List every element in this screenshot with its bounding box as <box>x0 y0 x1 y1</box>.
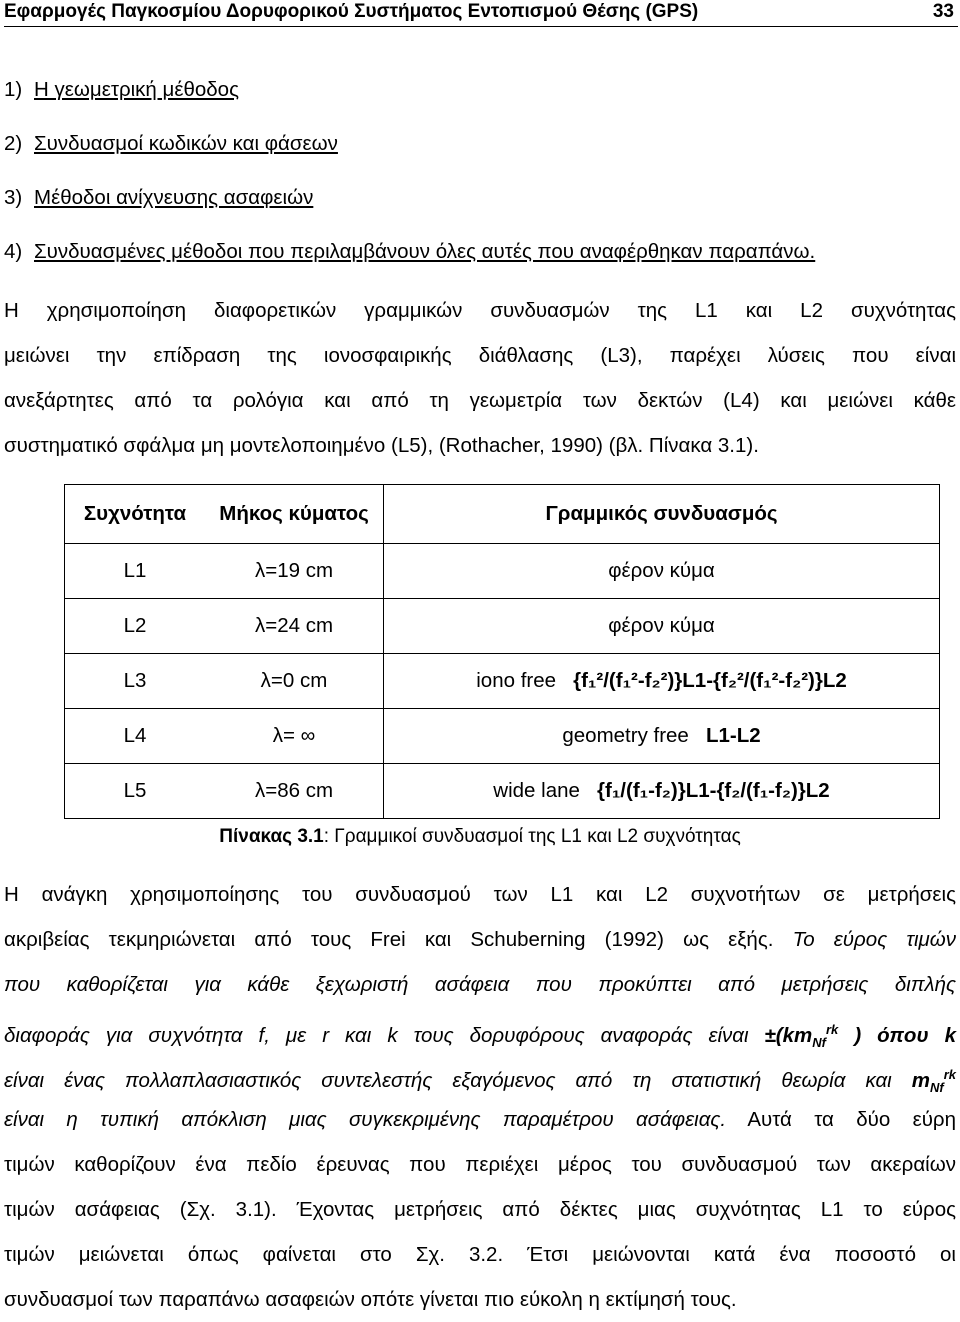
list-text: Συνδυασμοί κωδικών και φάσεων <box>34 132 338 155</box>
numbered-list <box>4 70 815 286</box>
cell-wavelength: λ=0 cm <box>205 654 384 709</box>
paragraph-line: τιμών μειώνεται όπως φαίνεται στο Σχ. 3.2. Έτσι μειώνονται κατά ένα ποσοστό οι <box>4 1243 956 1266</box>
paragraph-line <box>4 1097 956 1142</box>
cell-combination <box>384 764 940 819</box>
table-row <box>65 709 940 764</box>
table-row <box>65 544 940 599</box>
page-number: 33 <box>932 1 954 22</box>
pm-km-term: $\pm(km_{Nf}^{rk}$ <box>764 1022 839 1050</box>
text-italic-bold: ) όπου k <box>854 1023 956 1047</box>
list-number: 3) <box>4 186 23 209</box>
paragraph-intro <box>4 288 956 468</box>
list-number: 1) <box>4 78 23 101</box>
list-item <box>4 232 815 286</box>
combo-label: geometry free <box>562 724 689 747</box>
paragraph-line: συνδυασμοί των παραπάνω ασαφειών οπότε γίνεται πιο εύκολη η εκτίμησή τους. <box>4 1288 737 1311</box>
list-text: Συνδυασμένες μέθοδοι που περιλαμβάνουν όλες αυτές που αναφέρθηκαν παραπάνω. <box>34 240 816 263</box>
paragraph-line <box>4 1052 956 1097</box>
cell-combination <box>384 654 940 709</box>
text-italic: είναι ένας πολλαπλασιαστικός συντελεστής εξαγόμενος από τη στατιστική θεωρία και <box>4 1068 892 1092</box>
list-text: Μέθοδοι ανίχνευσης ασαφειών <box>34 186 314 209</box>
text-plain: ακριβείας τεκμηριώνεται από τους Frei και Schuberning (1992) ως εξής. <box>4 928 774 951</box>
caption-label: Πίνακας 3.1 <box>219 826 324 847</box>
table-caption <box>0 826 960 848</box>
paragraph-main <box>4 872 956 1322</box>
paragraph-line <box>4 1007 956 1052</box>
paragraph-line: Η χρησιμοποίηση διαφορετικών γραμμικών συνδυασμών της L1 και L2 συχνότητας <box>4 299 956 322</box>
cell-frequency: L1 <box>65 544 206 599</box>
list-text: Η γεωμετρική μέθοδος <box>34 78 239 101</box>
cell-frequency: L4 <box>65 709 206 764</box>
wavelength-prefix: λ= <box>272 724 295 747</box>
cell-frequency: L3 <box>65 654 206 709</box>
cell-frequency: L5 <box>65 764 206 819</box>
table-header-frequency: Συχνότητα <box>65 485 206 544</box>
table-header-wavelength: Μήκος κύματος <box>205 485 384 544</box>
list-item <box>4 70 815 124</box>
caption-text: : Γραμμικοί συνδυασμοί της L1 και L2 συχνότητας <box>323 826 741 847</box>
combo-formula: {f₁²/(f₁²-f₂²)}L1-{f₂²/(f₁²-f₂²)}L2 <box>573 669 847 692</box>
paragraph-line: μειώνει την επίδραση της ιονοσφαιρικής διάθλασης (L3), παρέχει λύσεις που είναι <box>4 344 956 367</box>
cell-frequency: L2 <box>65 599 206 654</box>
cell-combination: φέρον κύμα <box>384 599 940 654</box>
paragraph-line: Η ανάγκη χρησιμοποίησης του συνδυασμού των L1 και L2 συχνοτήτων σε μετρήσεις <box>4 883 956 906</box>
text-plain: Αυτά τα δύο εύρη <box>747 1108 956 1131</box>
paragraph-line <box>4 917 956 962</box>
table-row <box>65 599 940 654</box>
infinity-icon: ∞ <box>300 724 316 747</box>
m-term: $m_{Nf}^{rk}$ <box>911 1067 957 1095</box>
cell-combination <box>384 709 940 764</box>
text-italic: Το εύρος τιμών <box>792 928 956 951</box>
running-header <box>4 0 958 27</box>
text-italic: είναι η τυπική απόκλιση μιας συγκεκριμένης παραμέτρου ασάφειας. <box>4 1108 727 1131</box>
list-item <box>4 178 815 232</box>
table-header-combination: Γραμμικός συνδυασμός <box>384 485 940 544</box>
combo-label: wide lane <box>493 779 580 802</box>
cell-wavelength <box>205 709 384 764</box>
combinations-table <box>64 484 940 819</box>
text-italic: διαφοράς για συχνότητα f, με r και k τους δορυφόρους αναφοράς είναι <box>4 1023 749 1047</box>
cell-wavelength: λ=19 cm <box>205 544 384 599</box>
list-item <box>4 124 815 178</box>
paragraph-line: τιμών καθορίζουν ένα πεδίο έρευνας που περιέχει μέρος του συνδυασμού των ακεραίων <box>4 1153 956 1176</box>
combo-label: iono free <box>476 669 557 692</box>
list-number: 4) <box>4 240 23 263</box>
header-title: Εφαρμογές Παγκοσμίου Δορυφορικού Συστήματος Εντοπισμού Θέσης (GPS) <box>4 1 699 22</box>
paragraph-line: που καθορίζεται για κάθε ξεχωριστή ασάφεια που προκύπτει από μετρήσεις διπλής <box>4 973 956 996</box>
paragraph-line: τιμών ασάφειας (Σχ. 3.1). Έχοντας μετρήσεις από δέκτες μιας συχνότητας L1 το εύρος <box>4 1198 956 1221</box>
table-row <box>65 764 940 819</box>
table-row <box>65 654 940 709</box>
cell-combination: φέρον κύμα <box>384 544 940 599</box>
paragraph-line: ανεξάρτητες από τα ρολόγια και από τη γεωμετρία των δεκτών (L4) και μειώνει κάθε <box>4 389 956 412</box>
combo-formula: {f₁/(f₁-f₂)}L1-{f₂/(f₁-f₂)}L2 <box>597 779 830 802</box>
cell-wavelength: λ=86 cm <box>205 764 384 819</box>
paragraph-line: συστηματικό σφάλμα μη μοντελοποιημένο (L5), (Rothacher, 1990) (βλ. Πίνακα 3.1). <box>4 434 759 457</box>
list-number: 2) <box>4 132 23 155</box>
cell-wavelength: λ=24 cm <box>205 599 384 654</box>
combo-formula: L1-L2 <box>705 724 761 747</box>
